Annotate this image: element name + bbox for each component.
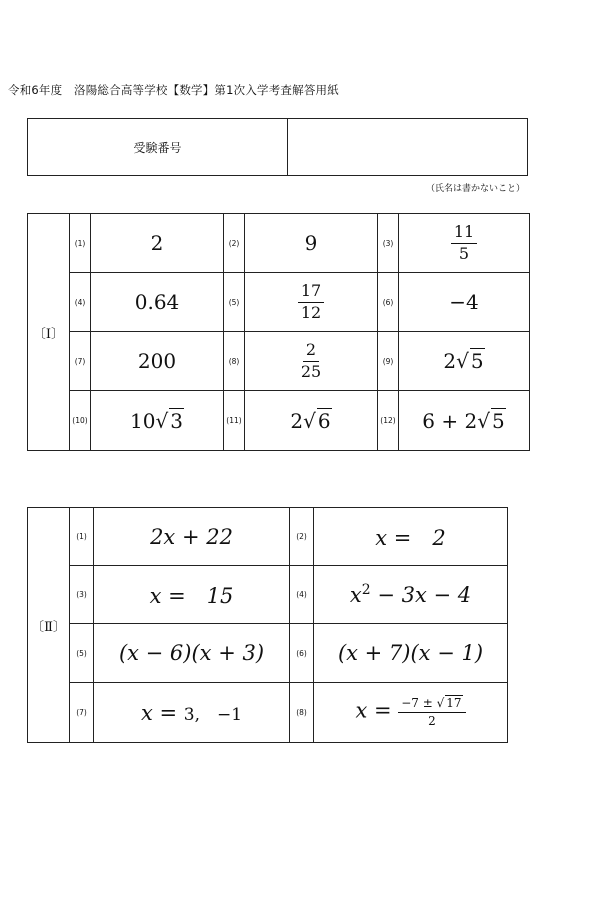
- numerator-prefix: −7 ±: [401, 696, 437, 711]
- answer-lhs: x =: [140, 701, 178, 725]
- question-number: (5): [70, 624, 94, 683]
- section2-answer-table: [27, 507, 508, 743]
- answer-cell: [245, 273, 378, 332]
- numerator: 17: [298, 283, 324, 303]
- answer-cell: [314, 683, 508, 743]
- answer-text: 9: [304, 231, 318, 255]
- question-number: (4): [70, 273, 91, 332]
- question-number: (2): [290, 508, 314, 566]
- question-number: (7): [70, 683, 94, 743]
- question-number: (1): [70, 214, 91, 273]
- fraction: [298, 280, 324, 322]
- denominator: 5: [458, 243, 470, 263]
- question-number: (9): [378, 332, 399, 391]
- exam-number-field[interactable]: [288, 119, 527, 175]
- fraction: [398, 697, 465, 727]
- answer-cell: [399, 214, 530, 273]
- question-number: (6): [290, 624, 314, 683]
- sqrt-symbol: √: [477, 408, 490, 433]
- answer-text: x = 2: [375, 525, 446, 550]
- question-number: (3): [378, 214, 399, 273]
- question-number: (12): [378, 391, 399, 451]
- question-number: (8): [224, 332, 245, 391]
- coefficient: 10: [130, 408, 156, 433]
- radicand: 3: [170, 408, 183, 433]
- exam-number-label: 受験番号: [28, 119, 288, 175]
- answer-cell: [94, 566, 290, 624]
- numerator: [398, 697, 465, 713]
- fraction: [300, 339, 322, 381]
- answer-text: 2: [150, 231, 164, 255]
- question-number: (6): [378, 273, 399, 332]
- denominator: 25: [300, 361, 322, 381]
- answer-cell: [399, 391, 530, 451]
- numerator: 2: [303, 342, 319, 362]
- section1-label: 〔Ⅰ〕: [28, 214, 70, 451]
- answer-text: x = 15: [149, 583, 234, 608]
- answer-text: (x + 7)(x − 1): [337, 641, 484, 665]
- section2-label: 〔Ⅱ〕: [28, 508, 70, 743]
- answer-text: (x − 6)(x + 3): [118, 641, 265, 665]
- coefficient: 2: [290, 408, 304, 433]
- answer-lhs: x =: [355, 699, 392, 723]
- answer-rest: − 3x − 4: [370, 583, 472, 607]
- question-number: (4): [290, 566, 314, 624]
- name-note: （氏名は書かないこと）: [425, 184, 525, 194]
- sqrt-symbol: √: [155, 408, 169, 433]
- answer-cell: [94, 683, 290, 743]
- answer-cell: [399, 273, 530, 332]
- denominator: 2: [428, 714, 436, 728]
- page-title: 令和6年度 洛陽総合高等学校【数学】第1次入学考査解答用紙: [8, 83, 339, 97]
- answer-cell: [245, 214, 378, 273]
- answer-cell: [94, 624, 290, 683]
- answer-text: 200: [137, 349, 177, 373]
- answer-cell: [91, 214, 224, 273]
- question-number: (8): [290, 683, 314, 743]
- answer-cell: [91, 391, 224, 451]
- denominator: 12: [300, 302, 322, 322]
- answer-rhs: 3, −1: [183, 705, 243, 725]
- question-number: (2): [224, 214, 245, 273]
- sqrt-symbol: √: [436, 696, 445, 711]
- question-number: (5): [224, 273, 245, 332]
- exponent: 2: [361, 582, 371, 598]
- question-number: (11): [224, 391, 245, 451]
- answer-cell: [245, 332, 378, 391]
- answer-cell: [399, 332, 530, 391]
- sqrt-symbol: √: [303, 408, 316, 433]
- question-number: (3): [70, 566, 94, 624]
- radicand: 5: [491, 408, 505, 433]
- answer-text: −4: [449, 290, 479, 314]
- radicand: 6: [317, 408, 331, 433]
- answer-base: x: [349, 583, 362, 607]
- answer-cell: [94, 508, 290, 566]
- radicand: 5: [470, 349, 484, 373]
- answer-cell: [245, 391, 378, 451]
- answer-cell: [314, 566, 508, 624]
- answer-cell: [91, 332, 224, 391]
- numerator: 11: [451, 224, 477, 244]
- exam-number-box: [27, 118, 528, 176]
- answer-cell: [314, 624, 508, 683]
- answer-text: 0.64: [134, 290, 180, 314]
- sqrt-symbol: √: [456, 349, 469, 373]
- question-number: (10): [70, 391, 91, 451]
- question-number: (1): [70, 508, 94, 566]
- fraction: [451, 221, 477, 263]
- answer-cell: [314, 508, 508, 566]
- answer-cell: [91, 273, 224, 332]
- radicand: 17: [446, 696, 462, 711]
- section1-answer-table: [27, 213, 530, 451]
- prefix: 6 + 2: [422, 408, 478, 433]
- answer-text: 2x + 22: [150, 524, 233, 549]
- question-number: (7): [70, 332, 91, 391]
- coefficient: 2: [443, 349, 457, 373]
